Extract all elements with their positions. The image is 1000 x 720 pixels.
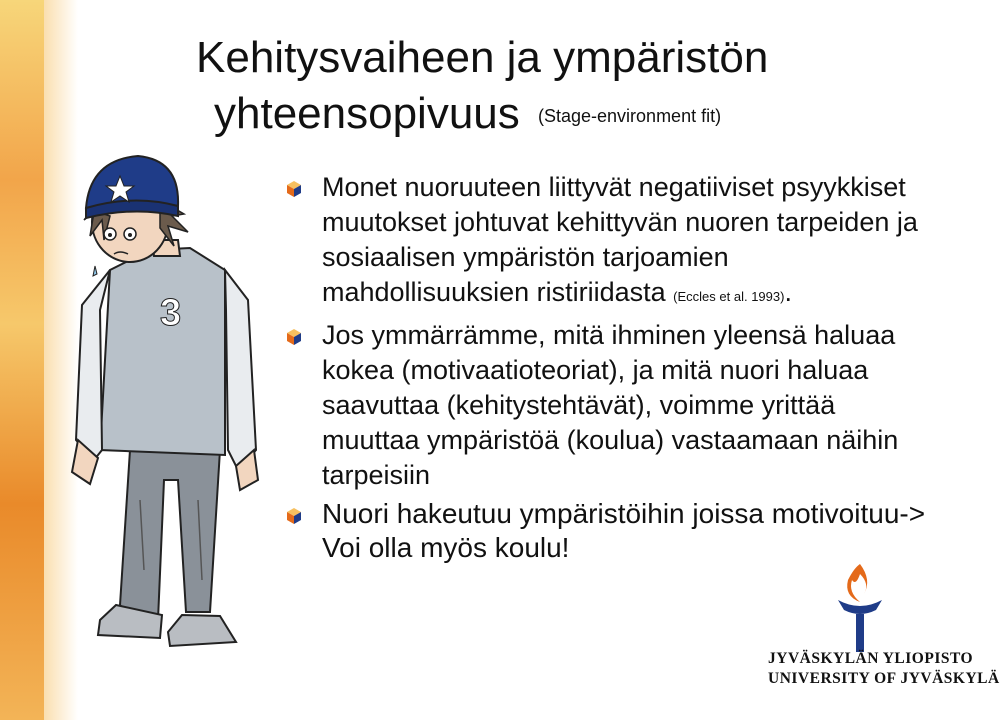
cube-bullet-icon <box>286 507 302 525</box>
teenager-illustration <box>60 150 310 710</box>
list-item <box>286 318 926 493</box>
title-main: yhteensopivuus <box>214 89 520 138</box>
decorative-left-band <box>0 0 44 720</box>
list-item <box>286 170 926 314</box>
university-logo <box>760 560 1000 720</box>
logo-text-en: UNIVERSITY OF JYVÄSKYLÄ <box>768 670 1000 687</box>
torch-icon <box>830 560 890 656</box>
list-item <box>286 497 926 565</box>
shirt-number: 3 <box>160 292 182 334</box>
citation: (Eccles et al. 1993) <box>673 289 785 304</box>
title-line-2 <box>196 86 896 144</box>
cube-bullet-icon <box>286 180 302 198</box>
logo-text-fi: JYVÄSKYLÄN YLIOPISTO <box>768 650 974 667</box>
slide-title <box>196 30 896 144</box>
bullet-list <box>286 170 926 569</box>
bullet-text: Monet nuoruuteen liittyvät negatiiviset psyykkiset muutokset johtuvat kehittyvän nuoren tarpeiden ja sosiaalisen ympäristön tarjoamien mahdollisuuksien ristiriidasta <box>322 172 918 307</box>
bullet-text: Jos ymmärrämme, mitä ihminen yleensä haluaa kokea (motivaatioteoriat), ja mitä nuori haluaa saavuttaa (kehitystehtävät), voimme yrittää muuttaa ympäristöä (koulua) vastaamaan näihin tarpeisiin <box>322 320 899 490</box>
cube-bullet-icon <box>286 328 302 346</box>
title-subtitle: (Stage-environment fit) <box>538 106 722 126</box>
bullet-text: Nuori hakeutuu ympäristöihin joissa motivoituu-> Voi olla myös koulu! <box>322 498 926 563</box>
title-line-1: Kehitysvaiheen ja ympäristön <box>196 33 769 82</box>
bullet-end: . <box>784 277 792 307</box>
